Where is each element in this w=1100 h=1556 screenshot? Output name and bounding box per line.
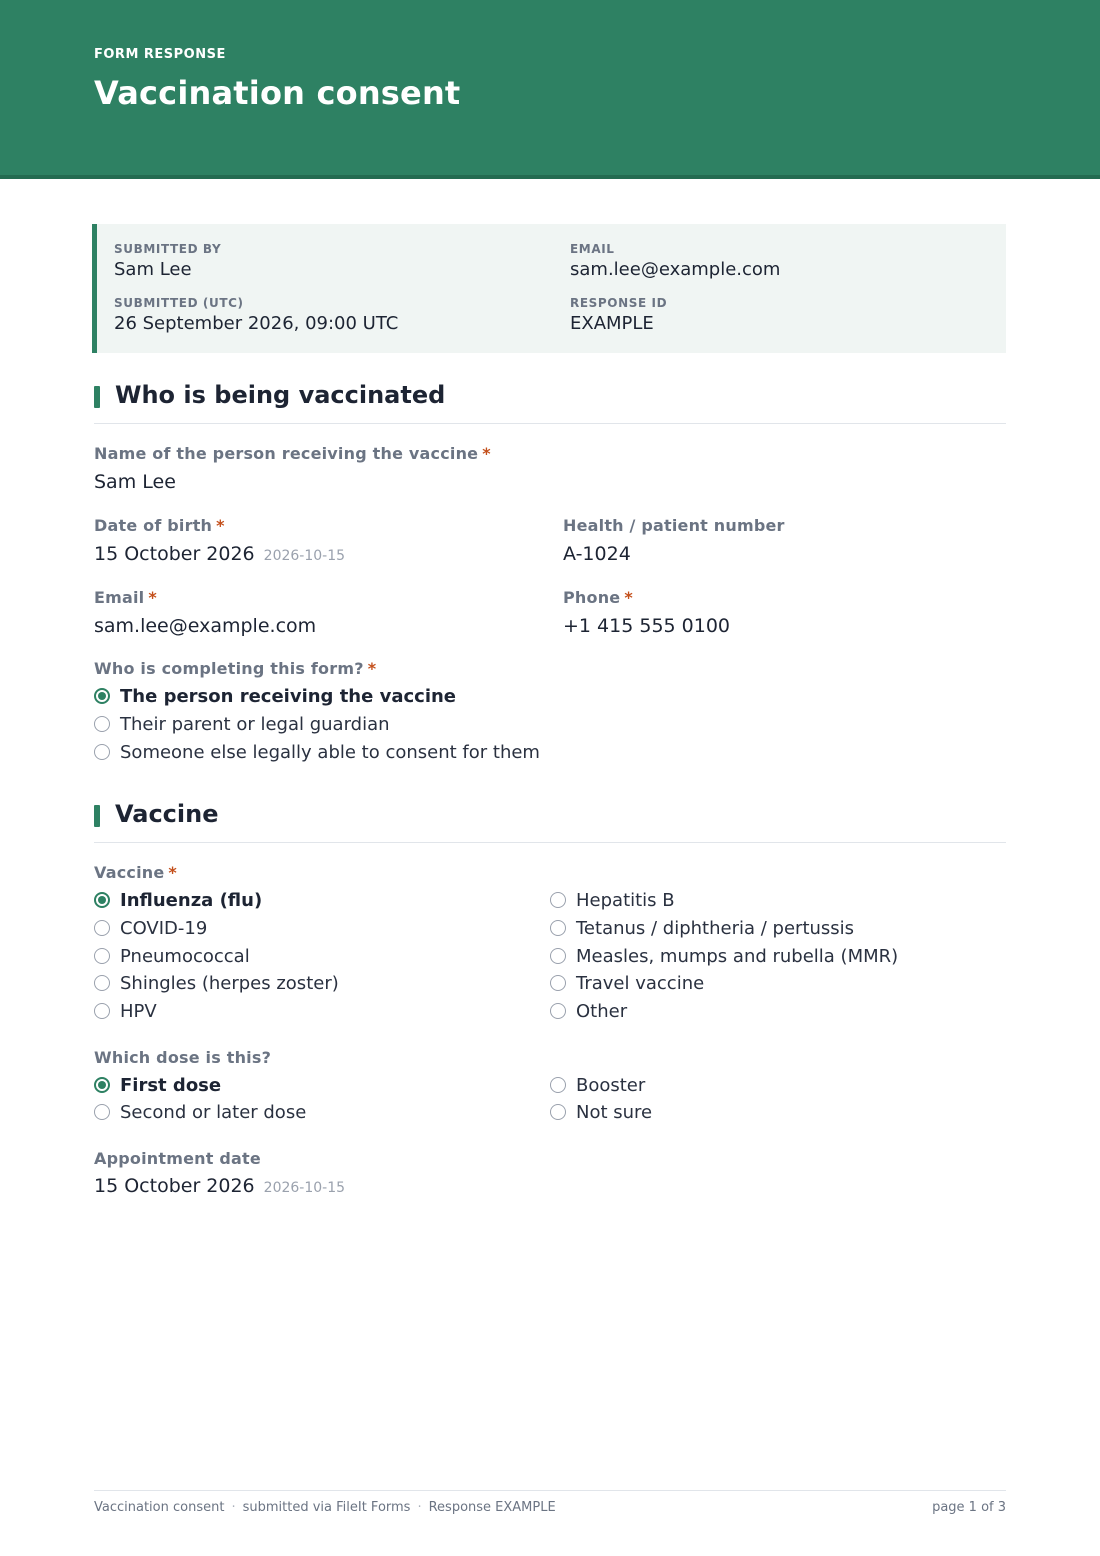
radio-option[interactable] [94,1073,221,1097]
radio-option-label: Influenza (flu) [120,889,263,911]
field-vaccine [94,863,177,883]
response-id-label: RESPONSE ID [570,296,668,310]
radio-option-label: COVID-19 [120,917,208,939]
footer-separator: · [231,1500,236,1515]
form-title: Vaccination consent [94,74,461,112]
form-header [0,0,1100,179]
radio-unselected-icon [94,1003,110,1019]
radio-option[interactable] [550,944,898,968]
section-vaccine [94,800,1006,843]
iso-date: 2026-10-15 [263,1180,346,1196]
radio-option-label: HPV [120,1000,157,1022]
radio-unselected-icon [94,920,110,936]
radio-option-label: Booster [576,1074,646,1096]
required-marker: * [216,516,225,535]
footer-info [94,1500,556,1515]
radio-option[interactable] [550,971,704,995]
radio-option[interactable] [94,712,390,736]
required-marker: * [624,588,633,607]
radio-option[interactable] [94,944,250,968]
field-value: 15 October 2026 2026-10-15 [94,543,346,565]
field-label: Health / patient number [563,516,785,535]
page-number: page 1 of 3 [932,1500,1006,1515]
radio-option[interactable] [94,740,540,764]
section-who [94,381,1006,424]
radio-unselected-icon [550,1003,566,1019]
field-label: Phone * [563,588,633,607]
radio-option-label: Pneumococcal [120,945,250,967]
radio-option[interactable] [94,916,207,940]
radio-option-label: Travel vaccine [576,972,705,994]
section-accent-bar [94,386,100,408]
radio-option[interactable] [550,1100,652,1124]
field-label: Which dose is this? [94,1048,272,1067]
submitted-time [114,296,398,335]
field-label: Name of the person receiving the vaccine * [94,444,491,463]
radio-option[interactable] [550,888,675,912]
radio-unselected-icon [550,1077,566,1093]
footer-via: submitted via FileIt Forms [242,1500,411,1515]
field-label: Vaccine * [94,863,177,882]
required-marker: * [168,863,177,882]
radio-option-label: Not sure [576,1101,653,1123]
radio-unselected-icon [94,948,110,964]
radio-option-label: Tetanus / diphtheria / pertussis [576,917,855,939]
field-email [94,588,316,638]
radio-unselected-icon [550,948,566,964]
radio-option-label: First dose [120,1074,222,1096]
radio-option[interactable] [550,916,854,940]
radio-selected-icon [94,892,110,908]
field-value: A-1024 [563,543,631,565]
submitted-time-label: SUBMITTED (UTC) [114,296,244,310]
radio-option[interactable] [94,1100,306,1124]
radio-option[interactable] [94,971,339,995]
field-value: +1 415 555 0100 [563,615,731,637]
required-marker: * [148,588,157,607]
radio-option[interactable] [550,1073,645,1097]
footer-response: Response EXAMPLE [428,1500,556,1515]
radio-unselected-icon [94,975,110,991]
radio-unselected-icon [550,920,566,936]
required-marker: * [482,444,491,463]
radio-option[interactable] [94,684,456,708]
footer-form-name: Vaccination consent [94,1500,225,1515]
radio-unselected-icon [550,892,566,908]
field-label: Date of birth * [94,516,225,535]
radio-selected-icon [94,688,110,704]
radio-option[interactable] [550,999,627,1023]
required-marker: * [367,659,377,678]
field-label: Appointment date [94,1149,261,1168]
radio-unselected-icon [550,975,566,991]
radio-unselected-icon [94,1104,110,1120]
field-appointment-date [94,1149,345,1200]
radio-option-label: The person receiving the vaccine [120,685,457,707]
form-eyebrow: FORM RESPONSE [94,47,226,62]
radio-unselected-icon [94,744,110,760]
field-label: Email * [94,588,157,607]
response-id-value: EXAMPLE [570,313,654,334]
submitted-time-value: 26 September 2026, 09:00 UTC [114,313,399,334]
meta-email [570,242,780,281]
radio-option-label: Their parent or legal guardian [120,713,390,735]
field-label: Who is completing this form? * [94,659,377,678]
submitted-by [114,242,221,281]
field-value: Sam Lee [94,471,176,493]
radio-option-label: Shingles (herpes zoster) [120,972,339,994]
radio-option[interactable] [94,888,262,912]
field-phone [563,588,730,638]
meta-email-value: sam.lee@example.com [570,259,781,280]
field-value: sam.lee@example.com [94,615,317,637]
radio-option[interactable] [94,999,157,1023]
footer-separator: · [417,1500,422,1515]
radio-option-label: Someone else legally able to consent for them [120,741,540,763]
response-id [570,296,667,335]
field-value: 15 October 2026 2026-10-15 [94,1175,346,1197]
submitted-by-value: Sam Lee [114,259,192,280]
section-accent-bar [94,805,100,827]
section-title: Who is being vaccinated [115,381,446,409]
submission-meta [92,224,1006,353]
field-dob [94,516,345,568]
field-health-number [563,516,785,566]
page-footer [94,1490,1006,1515]
radio-selected-icon [94,1077,110,1093]
meta-email-label: EMAIL [570,242,615,256]
field-name [94,444,491,494]
radio-option-label: Second or later dose [120,1101,307,1123]
radio-unselected-icon [94,716,110,732]
submitted-by-label: SUBMITTED BY [114,242,222,256]
section-title: Vaccine [115,800,219,828]
field-completing [94,659,376,679]
iso-date: 2026-10-15 [263,548,346,564]
radio-unselected-icon [550,1104,566,1120]
radio-option-label: Hepatitis B [576,889,675,911]
radio-option-label: Other [576,1000,628,1022]
radio-option-label: Measles, mumps and rubella (MMR) [576,945,899,967]
field-dose [94,1048,271,1068]
